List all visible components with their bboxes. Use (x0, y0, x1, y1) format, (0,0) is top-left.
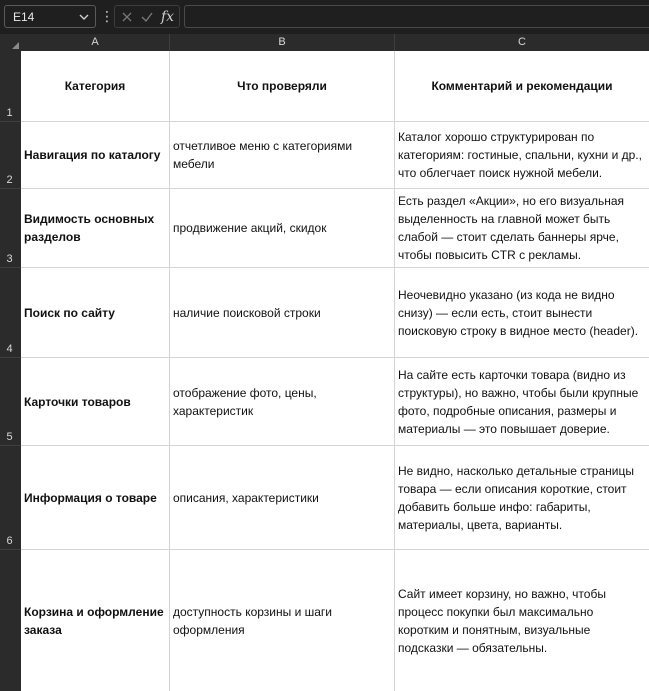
spreadsheet-grid (0, 34, 649, 691)
column-header-b[interactable]: B (170, 34, 395, 51)
table-cell-category[interactable]: Навигация по каталогу (21, 122, 170, 189)
table-cell-checked[interactable]: отображение фото, цены, характеристик (170, 358, 395, 446)
row-header-5[interactable]: 5 (0, 358, 21, 446)
header-cell-comment[interactable]: Комментарий и рекомендации (395, 51, 649, 122)
table-cell-checked[interactable]: продвижение акций, скидок (170, 189, 395, 268)
table-cell-category[interactable]: Поиск по сайту (21, 268, 170, 358)
table-cell-category[interactable]: Корзина и оформление заказа (21, 550, 170, 691)
table-cell-checked[interactable]: отчетливое меню с категориями мебели (170, 122, 395, 189)
chevron-down-icon[interactable] (78, 11, 90, 23)
row-header-2[interactable]: 2 (0, 122, 21, 189)
row-header-3[interactable]: 3 (0, 189, 21, 268)
row-header-7[interactable] (0, 550, 21, 691)
formula-input[interactable] (184, 5, 649, 28)
table-cell-category[interactable]: Видимость основных разделов (21, 189, 170, 268)
table-cell-checked[interactable]: наличие поисковой строки (170, 268, 395, 358)
name-box[interactable] (4, 5, 96, 28)
check-icon[interactable] (140, 10, 154, 24)
table-cell-checked[interactable]: доступность корзины и шаги оформления (170, 550, 395, 691)
row-header-4[interactable]: 4 (0, 268, 21, 358)
row-header-1[interactable]: 1 (0, 51, 21, 122)
column-header-a[interactable]: A (21, 34, 170, 51)
table-cell-comment[interactable]: Не видно, насколько детальные страницы товара — если описания короткие, стоит добавить больше инфо: габариты, материалы, цвета, варианты. (395, 446, 649, 550)
select-all-button[interactable] (0, 34, 21, 51)
table-cell-category[interactable]: Информация о товаре (21, 446, 170, 550)
cell-area (21, 51, 649, 691)
more-options-icon[interactable]: ⋮ (100, 8, 114, 24)
formula-buttons (114, 5, 180, 28)
column-header-c[interactable]: C (395, 34, 649, 51)
header-cell-checked[interactable]: Что проверяли (170, 51, 395, 122)
table-cell-comment[interactable]: Сайт имеет корзину, но важно, чтобы процесс покупки был максимально коротким и понятным, визуальные подсказки — обязательны. (398, 586, 606, 655)
name-box-value: E14 (13, 10, 35, 24)
table-cell-comment[interactable]: Неочевидно указано (из кода не видно снизу) — если есть, стоит вынести поисковую строку в видное место (header). (395, 268, 649, 358)
insert-function-icon[interactable]: fx (161, 9, 175, 25)
formula-bar (0, 0, 649, 34)
table-cell-comment[interactable]: Каталог хорошо структурирован по категориям: гостиные, спальни, кухни и др., что облегчает поиск нужной мебели. (395, 122, 649, 189)
table-cell-category[interactable]: Карточки товаров (21, 358, 170, 446)
table-cell-comment[interactable]: На сайте есть карточки товара (видно из структуры), но важно, чтобы были крупные фото, подробные описания, размеры и материалы — это повышает доверие. (395, 358, 649, 446)
cancel-icon[interactable] (120, 10, 134, 24)
table-cell-checked[interactable]: описания, характеристики (170, 446, 395, 550)
header-cell-category[interactable]: Категория (21, 51, 170, 122)
row-header-6[interactable]: 6 (0, 446, 21, 550)
table-cell-comment[interactable]: Есть раздел «Акции», но его визуальная выделенность на главной может быть слабой — стоит сделать баннеры ярче, чтобы повысить CTR с рекламы. (395, 189, 649, 268)
